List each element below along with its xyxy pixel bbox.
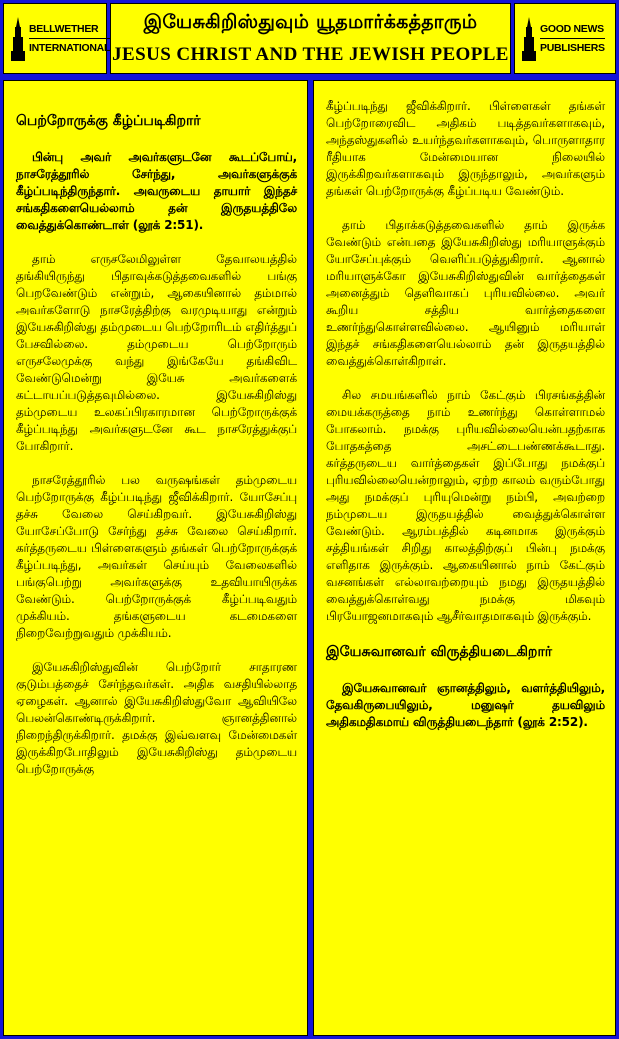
title-english: JESUS CHRIST AND THE JEWISH PEOPLE [112,44,509,65]
logo-right-line1: GOOD NEWS [540,23,605,39]
logo-left-line2: INTERNATIONAL [29,41,111,54]
logo-left-line1: BELLWETHER [29,23,110,39]
bellwether-logo [3,3,111,74]
body-paragraph: தாம் எருசலேமிலுள்ள தேவாலயத்தில் தங்கியிருந்து பிதாவுக்கடுத்தவைகளில் பங்கு பெறவேண்டும் என்றும், ஆகையினால் தம்மால் அவர்களோடு நாசரேத்திற்கு வரமுடியாது என்றும் இயேசுகிறிஸ்து தம்முடைய பெற்றோரிடம் எதிர்த்துப் பேசவில்லை. தம்முடைய பெற்றோரும் எருசலேமுக்கு வந்து இங்கேயே தங்கிவிட வேண்டுமென்று இயேசு அவர்களைக் கட்டாயப்படுத்தவுமில்லை. இயேசுகிறிஸ்து தம்முடைய உலகப்பிரகாரமான பெற்றோருக்குக் கீழ்ப்படிந்து அவர்களுடனே கூட நாசரேத்துக்குப் போகிறார். [16,252,298,453]
right-column [313,80,616,1036]
title-tamil: இயேசுகிறிஸ்துவும் யூதமார்க்கத்தாரும் [143,11,478,33]
scripture-verse-luke-2-52: இயேசுவானவர் ஞானத்திலும், வளர்த்தியிலும், தேவகிருபையிலும், மனுஷர் தயவிலும் அதிகமதிகமாய் விருத்தியடைந்தார் (லூக் 2:52). [326,681,605,729]
section-heading-jesus-grows: இயேசுவானவர் விருத்தியடைகிறார் [326,644,553,660]
section-heading-obeys-parents: பெற்றோருக்கு கீழ்ப்படிகிறார் [16,113,201,129]
left-column [3,80,308,1036]
body-paragraph: கீழ்ப்படிந்து ஜீவிக்கிறார். பிள்ளைகள் தங்கள் பெற்றோரைவிட அதிகம் படித்தவர்களாகவும், அந்தஸ்துகளில் உயர்ந்தவர்களாகவும், பொருளாதார ரீதியாக மேன்மையான நிலையில் இருக்கிறவர்களாகவும் இருந்தாலும், அவர்களும் தங்கள் பெற்றோருக்கு கீழ்ப்படிய வேண்டும். [326,99,605,198]
scripture-verse-luke-2-51: பின்பு அவர் அவர்களுடனே கூடப்போய், நாசரேத்தூரில் சேர்ந்து, அவர்களுக்குக் கீழ்ப்படிந்திருந்தார். அவருடைய தாயார் இந்தச் சங்கதிகளையெல்லாம் தன் இருதயத்திலே வைத்துக்கொண்டாள் (லூக் 2:51). [16,150,297,232]
body-paragraph: இயேசுகிறிஸ்துவின் பெற்றோர் சாதாரண குடும்பத்தைச் சேர்ந்தவர்கள். அதிக வசதியில்லாத ஏழைகள். ஆனால் இயேசுகிறிஸ்துவோ ஆவியிலே பெலன்கொண்டிருக்கிறார். ஞானத்தினால் நிறைந்திருக்கிறார். தமக்கு இவ்வளவு மேன்மைகள் இருக்கிறபோதிலும் இயேசுகிறிஸ்து தம்முடைய பெற்றோருக்கு [16,660,297,776]
body-paragraph: நாசரேத்தூரில் பல வருஷங்கள் தம்முடைய பெற்றோருக்கு கீழ்ப்படிந்து ஜீவிக்கிறார். யோசேப்பு தச்சு வேலை செய்கிறவர். இயேசுகிறிஸ்து யோசேப்போடு சேர்ந்து தச்சு வேலை செய்கிறார். கர்த்தருடைய பிள்ளைகளும் தங்கள் பெற்றோருக்குக் கீழ்ப்படிந்து, அவர்கள் செய்யும் வேலைகளில் பங்குபெற்று அவர்களுக்கு உதவியாயிருக்க வேண்டும். பெற்றோருக்குக் கீழ்ப்படிவதும் முக்கியம். தங்களுடைய கடமைகளை நிறைவேற்றுவதும் முக்கியம். [16,473,297,640]
logo-right-line2: PUBLISHERS [540,41,605,54]
body-paragraph: சில சமயங்களில் நாம் கேட்கும் பிரசங்கத்தின் மையக்கருத்தை நாம் உணர்ந்து கொள்ளாமல் போகலாம். நமக்கு புரியவில்லையென்பதற்காக போதகத்தை அசட்டைபண்ணக்கூடாது. கர்த்தருடைய வார்த்தைகள் இப்போது நமக்குப் புரியவில்லையென்றாலும், ஏற்ற காலம் வரும்போது அது நமக்குப் புரியுமென்று நம்பி, அவற்றை நம்முடைய இருதயத்தில் வைத்துக்கொள்ள வேண்டும். ஆரம்பத்தில் கடினமாக இருக்கும் சத்தியங்கள் சிறிது காலத்திற்குப் பின்பு நமக்கு எளிதாக இருக்கும். ஆகையினால் நாம் கேட்கும் வசனங்கள் எல்லாவற்றையும் நமது இருதயத்தில் வைத்துக்கொள்வது நமக்கு மிகவும் பிரயோஜனமாகவும் ஆசீர்வாதமாகவும் இருக்கும். [326,388,605,623]
title-banner [110,3,511,74]
church-tower-icon [10,17,26,61]
good-news-logo [514,3,616,74]
body-paragraph: தாம் பிதாக்கடுத்தவைகளில் தாம் இருக்க வேண்டும் என்பதை இயேசுகிறிஸ்து மரியாளுக்கும் யோசேப்புக்கும் வெளிப்படுத்துகிறார். ஆனால் மரியாளுக்கோ இயேசுகிறிஸ்துவின் வார்த்தைகள் அனைத்தும் தெளிவாகப் புரியவில்லை. அவர் கூறிய சத்திய வார்த்தைகளை உணர்ந்துகொள்ளவில்லை. ஆயினும் மரியாள் இந்தச் சங்கதிகளையெல்லாம் தன் இருதயத்தில் வைத்துக்கொள்கிறாள். [326,218,605,368]
church-tower-icon [521,17,537,61]
